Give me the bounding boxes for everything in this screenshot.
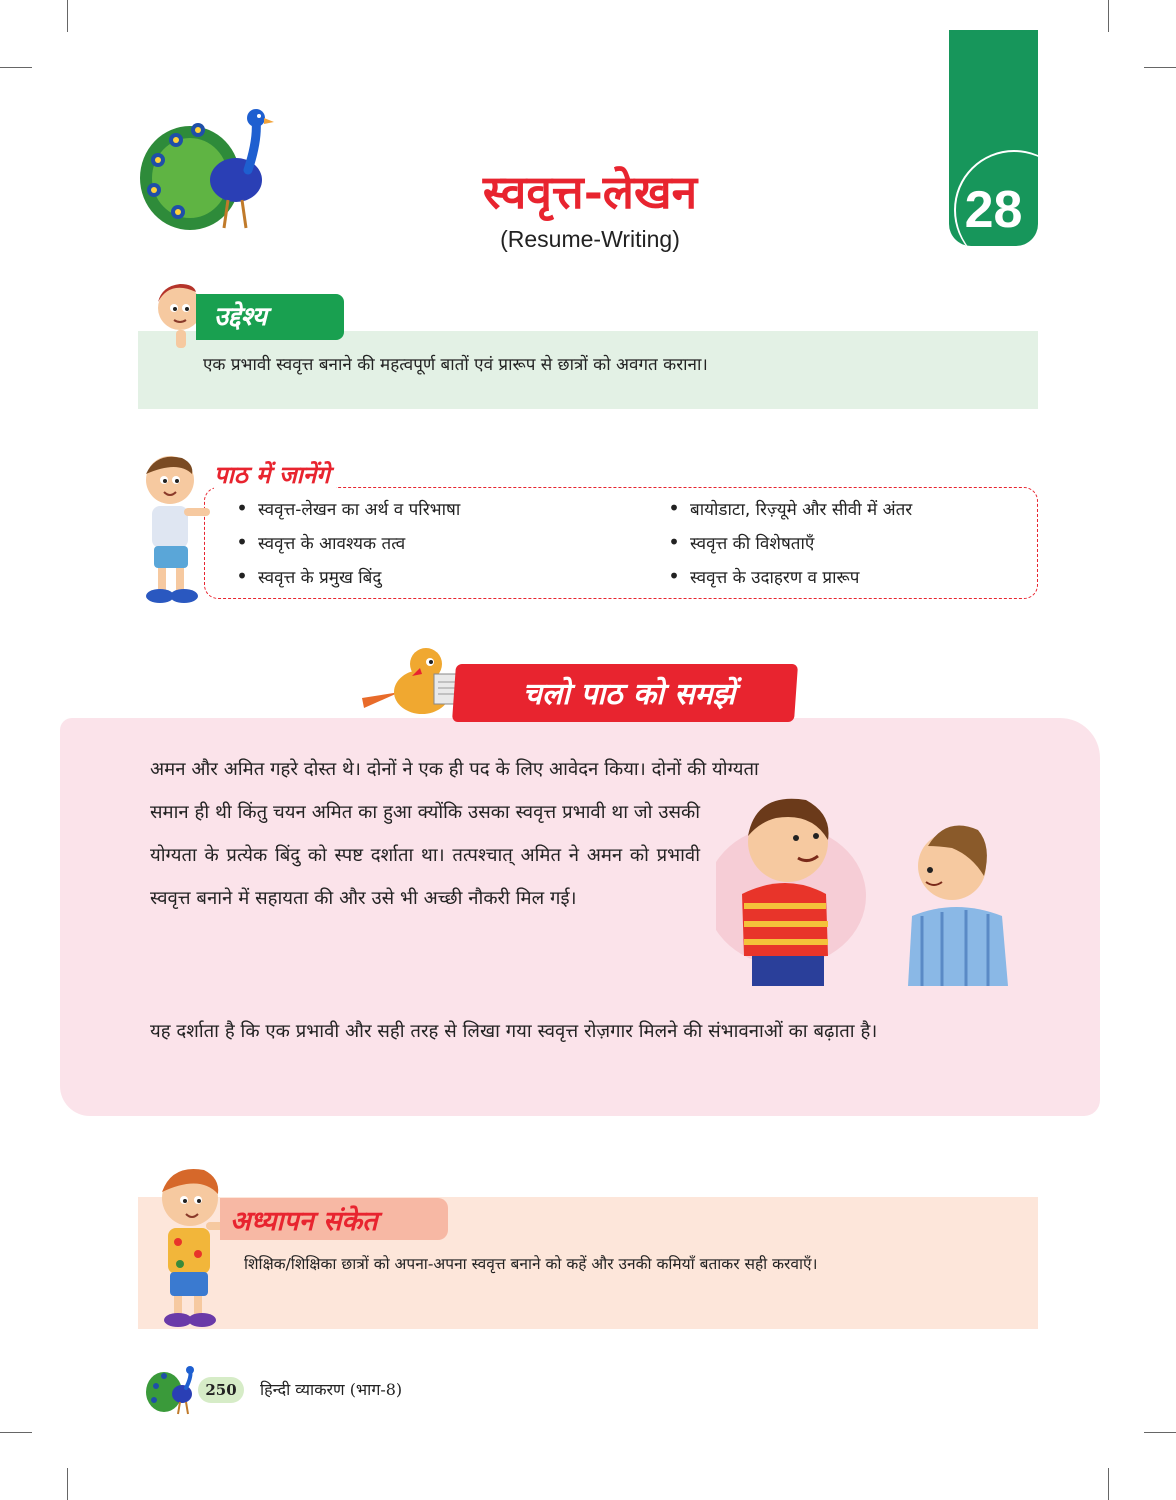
crop-mark: [1108, 0, 1109, 32]
story-paragraph-3: यह दर्शाता है कि एक प्रभावी और सही तरह से लिखा गया स्ववृत्त रोज़गार मिलने की संभावनाओं का बढ़ाता है।: [150, 1021, 878, 1042]
crop-mark: [67, 1468, 68, 1500]
page-number: 250: [198, 1377, 244, 1403]
list-item: • स्ववृत्त के उदाहरण व प्रारूप: [658, 559, 912, 593]
list-item: • स्ववृत्त की विशेषताएँ: [658, 525, 912, 559]
learn-list-right: [658, 491, 912, 593]
chapter-number: 28: [964, 181, 1023, 239]
chapter-subtitle: (Resume-Writing): [500, 226, 680, 252]
peacock-illustration: [138, 100, 288, 240]
peacock-footer-icon: [144, 1364, 200, 1416]
list-item: • स्ववृत्त के आवश्यक तत्व: [226, 525, 460, 559]
crop-mark: [1144, 1432, 1176, 1433]
crop-mark: [0, 1432, 32, 1433]
read-title: चलो पाठ को समझें: [522, 677, 736, 712]
crop-mark: [1144, 67, 1176, 68]
story-paragraph-2: समान ही थी किंतु चयन अमित का हुआ क्योंकि उसका स्ववृत्त प्रभावी था जो उसकी योग्यता के प्रत्येक बिंदु को स्पष्ट दर्शाता था। तत्पश्चात् अमित ने अमन को प्रभावी स्ववृत्त बनाने में सहायता की और उसे भी अच्छी नौकरी मिल गई।: [150, 802, 700, 909]
teaching-text: शिक्षिक/शिक्षिका छात्रों को अपना-अपना स्ववृत्त बनाने को कहें और उनकी कमियाँ बताकर सही करवाएँ।: [244, 1255, 818, 1273]
objective-label: उद्देश्य: [196, 294, 344, 340]
story-paragraph-1: अमन और अमित गहरे दोस्त थे। दोनों ने एक ही पद के लिए आवेदन किया। दोनों की योग्यता: [150, 759, 759, 780]
chapter-tab: [949, 30, 1038, 246]
chapter-title: स्ववृत्त-लेखन: [482, 165, 698, 219]
teaching-label: अध्यापन संकेत: [230, 1206, 378, 1237]
list-item: • स्ववृत्त के प्रमुख बिंदु: [226, 559, 460, 593]
book-title: हिन्दी व्याकरण (भाग-8): [260, 1380, 403, 1399]
boy-pointing-illustration: [138, 450, 214, 606]
boy-waving-illustration: [150, 1162, 236, 1330]
objective-text: एक प्रभावी स्ववृत्त बनाने की महत्वपूर्ण बातों एवं प्रारूप से छात्रों को अवगत कराना।: [203, 355, 708, 375]
learn-title: पाठ में जानेंगे: [214, 458, 336, 491]
crop-mark: [0, 67, 32, 68]
list-item: • स्ववृत्त-लेखन का अर्थ व परिभाषा: [226, 491, 460, 525]
list-item: • बायोडाटा, रिज़्यूमे और सीवी में अंतर: [658, 491, 912, 525]
crop-mark: [67, 0, 68, 32]
crop-mark: [1108, 1468, 1109, 1500]
two-boys-illustration: [716, 786, 1028, 986]
learn-list-left: [226, 491, 460, 593]
